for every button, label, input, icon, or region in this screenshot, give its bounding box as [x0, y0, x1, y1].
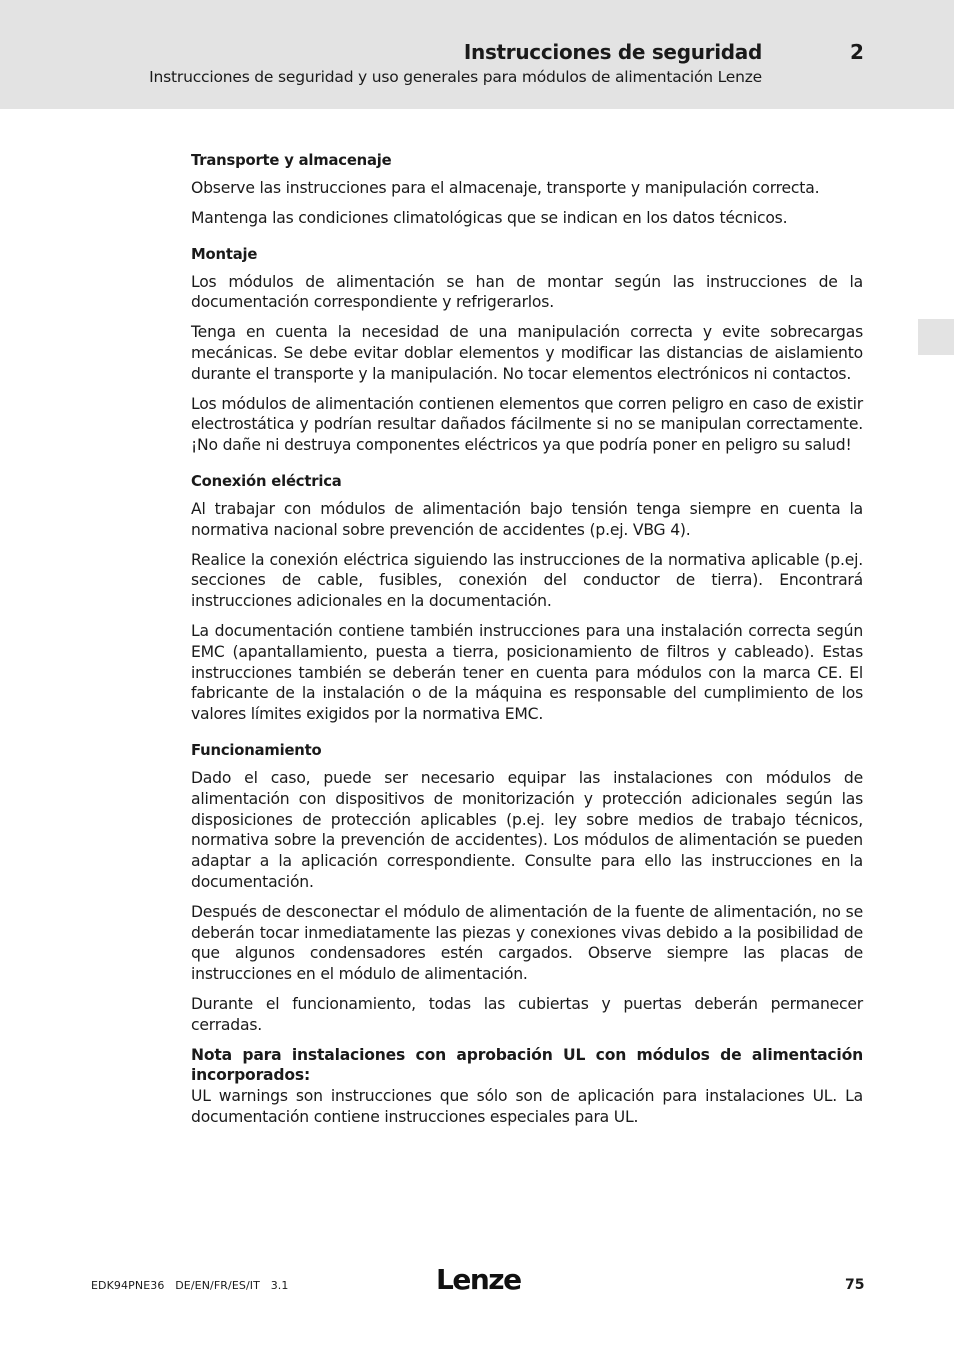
paragraph: Los módulos de alimentación contienen elementos que corren peligro en caso de existir electrostática y podrían resultar dañados fácilmente si no se manipulan correctamente. ¡No dañe ni destruya componentes eléctricos ya que podría poner en peligro su salud!	[191, 394, 863, 455]
paragraph: Tenga en cuenta la necesidad de una manipulación correcta y evite sobrecargas mecánicas. Se debe evitar doblar elementos y modificar las distancias de aislamiento durante el transporte y la manipulación. No tocar elementos electrónicos ni contactos.	[191, 323, 863, 383]
page-number: 75	[845, 1277, 865, 1293]
paragraph: La documentación contiene también instrucciones para una instalación correcta según EMC (apantallamiento, puesta a tierra, posicionamiento de filtros y cableado). Estas instrucciones también se deberán tener en cuenta para módulos con la marca CE. El fabricante de la instalación o de la máquina es responsable del cumplimiento de los valores límites exigidos por la normativa EMC.	[191, 621, 863, 724]
page-content	[191, 151, 863, 1137]
paragraph: Durante el funcionamiento, todas las cubiertas y puertas deberán permanecer cerradas.	[191, 994, 863, 1034]
ul-note-heading: Nota para instalaciones con aprobación UL con módulos de alimentación incorporados:	[191, 1045, 863, 1085]
section-conexion-electrica	[191, 472, 863, 725]
paragraph: Dado el caso, puede ser necesario equipar las instalaciones con módulos de alimentación con dispositivos de monitorización y protección adicionales según las disposiciones de protección aplicables (p.ej. ley sobre medios de trabajo técnicos, normativa sobre la prevención de accidentes). Los módulos de alimentación se pueden adaptar a la aplicación correspondiente. Consulte para ello las instrucciones en la documentación.	[191, 768, 863, 891]
section-heading: Conexión eléctrica	[191, 472, 342, 490]
section-funcionamiento	[191, 741, 863, 1128]
chapter-subtitle: Instrucciones de seguridad y uso generales para módulos de alimentación Lenze	[149, 68, 762, 86]
paragraph: Mantenga las condiciones climatológicas que se indican en los datos técnicos.	[191, 208, 788, 227]
section-heading: Montaje	[191, 245, 258, 263]
section-heading: Funcionamiento	[191, 741, 322, 759]
paragraph: Al trabajar con módulos de alimentación bajo tensión tenga siempre en cuenta la normativa nacional sobre prevención de accidentes (p.ej. VBG 4).	[191, 499, 863, 539]
ul-note	[191, 1045, 863, 1128]
paragraph: Observe las instrucciones para el almacenaje, transporte y manipulación correcta.	[191, 179, 820, 197]
chapter-tab-marker	[918, 319, 954, 355]
ul-note-text: UL warnings son instrucciones que sólo son de aplicación para instalaciones UL. La documentación contiene instrucciones especiales para UL.	[191, 1087, 863, 1126]
section-heading: Transporte y almacenaje	[191, 152, 392, 169]
chapter-title: Instrucciones de seguridad	[463, 40, 762, 64]
document-id: EDK94PNE36 DE/EN/FR/ES/IT 3.1	[91, 1279, 289, 1292]
lenze-logo: Lenze	[436, 1263, 521, 1296]
paragraph: Los módulos de alimentación se han de montar según las instrucciones de la documentación correspondiente y refrigerarlos.	[191, 272, 863, 312]
chapter-number: 2	[850, 40, 864, 64]
paragraph: Realice la conexión eléctrica siguiendo las instrucciones de la normativa aplicable (p.ej. secciones de cable, fusibles, conexión del conductor de tierra). Encontrará instrucciones adicionales en la documentación.	[191, 550, 863, 611]
section-transport	[191, 151, 863, 229]
section-montaje	[191, 245, 863, 456]
paragraph: Después de desconectar el módulo de alimentación de la fuente de alimentación, no se deberán tocar inmediatamente las piezas y conexiones vivas debido a la posibilidad de que algunos condensadores estén cargados. Observe siempre las placas de instrucciones en el módulo de alimentación.	[191, 902, 863, 984]
